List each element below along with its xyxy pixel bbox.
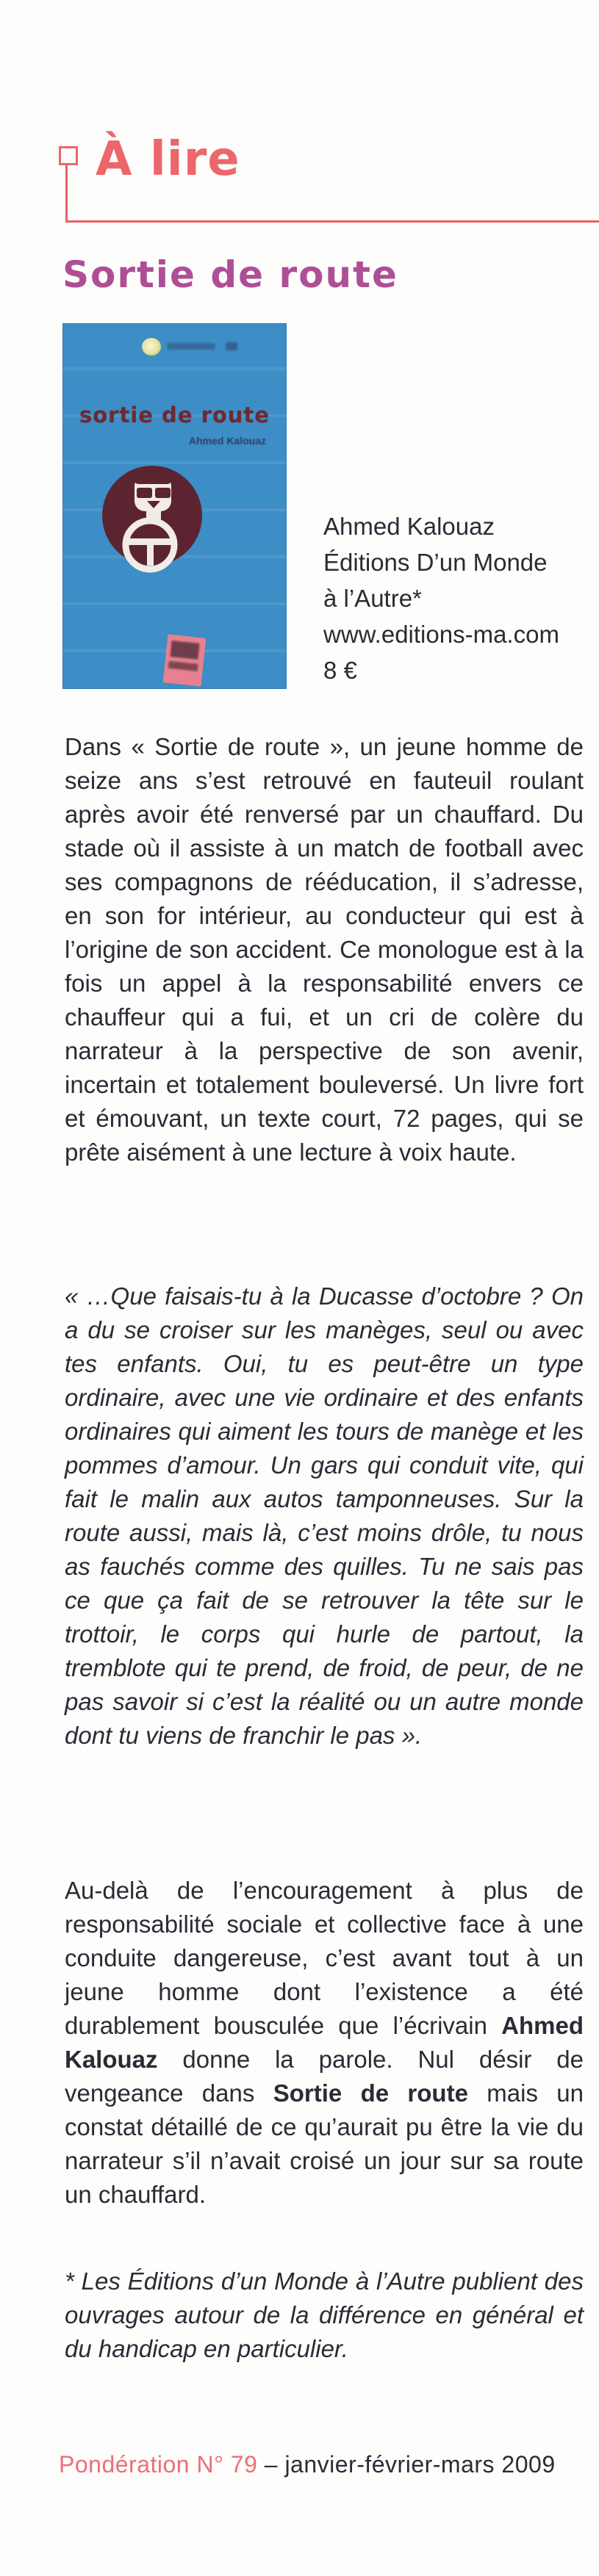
- figure-hair: [134, 476, 171, 484]
- book-details: [323, 508, 588, 688]
- sticker-mark: [168, 661, 198, 671]
- bold-text: Sortie de route: [273, 2079, 468, 2107]
- review-paragraph: Dans « Sortie de route », un jeune homme de seize ans s’est retrouvé en fauteuil roulant après avoir été renversé par un chauffard. Du stade où il assiste à un match de football avec ses compagnons de rééducation, il s’adresse, en son for intérieur, au conducteur qui est à l’origine de son accident. Ce monologue est à la fois un appel à la responsabilité envers ce chauffeur qui a fui, et un cri de colère du narrateur à la perspective de son avenir, incertain et totalement bouleversé. Un livre fort et émouvant, un texte court, 72 pages, qui se prête aisément à une lecture à voix haute.: [65, 733, 584, 1166]
- footer-issue-date: – janvier-février-mars 2009: [257, 2451, 556, 2478]
- detail-line: à l’Autre*: [323, 585, 422, 612]
- figure-glasses-right: [155, 488, 171, 498]
- driver-figure-illustration: [92, 455, 217, 580]
- article-title: Sortie de route: [62, 253, 398, 296]
- page-footer: [59, 2451, 556, 2478]
- section-bullet-box: [59, 146, 78, 165]
- cover-author: Ahmed Kalouaz: [188, 435, 266, 447]
- text: Au-delà de l’encouragement à plus de responsabilité sociale et collective face à une conduite dangereuse, c’est avant tout à un jeune homme dont l’existence a été durablement bousculée que l’écrivain: [65, 1877, 584, 2039]
- steering-wheel-spoke: [147, 542, 154, 566]
- publisher-logo-text: [167, 343, 215, 350]
- section-rule-vertical: [65, 163, 68, 222]
- detail-line: Éditions D’un Monde: [323, 549, 548, 576]
- closing-paragraph: [65, 1874, 584, 2212]
- cover-title: sortie de route: [79, 403, 270, 427]
- section-heading: À lire: [96, 132, 240, 187]
- book-quote-paragraph: « …Que faisais-tu à la Ducasse d’octobre ? On a du se croiser sur les manèges, seul ou avec tes enfants. Oui, tu es peut-être un type ordinaire, avec une vie ordinaire et des enfants ordinaires qui aiment les tours de manège et les pommes d’amour. Un gars qui conduit vite, qui fait le malin aux autos tamponneuses. Sur la route aussi, mais là, c’est moins drôle, tu nous as fauchés comme des quilles. Tu ne sais pas ce que ça fait de se retrouver la tête sur le trottoir, le corps qui hurle de partout, la tremblote qui te prend, de froid, de peur, de ne pas savoir si c’est la réalité ou un autre monde dont tu viens de franchir le pas ».: [65, 1282, 584, 1749]
- publisher-logo-icon: [142, 338, 161, 356]
- footnote: * Les Éditions d’un Monde à l’Autre publient des ouvrages autour de la différence en général et du handicap en particulier.: [65, 2267, 584, 2362]
- sticker-mark: [170, 641, 199, 660]
- text: mais un constat détaillé de ce qu’aurait pu être la vie du narrateur s’il n’avait croisé un jour sur sa route un chauffard.: [65, 2079, 584, 2208]
- section-rule-horizontal: [65, 220, 599, 223]
- bold-text: Ahmed Kalouaz: [65, 2012, 584, 2073]
- footer-journal-name: Pondération N° 79: [59, 2451, 258, 2478]
- detail-line: 8 €: [323, 657, 357, 684]
- cover-sticker: [163, 634, 207, 686]
- text: donne la parole. Nul désir de vengeance dans: [65, 2046, 584, 2107]
- figure-glasses-left: [137, 488, 152, 498]
- detail-line: Ahmed Kalouaz: [323, 513, 495, 540]
- publisher-logo-mark: [226, 342, 237, 350]
- detail-line: www.editions-ma.com: [323, 621, 559, 648]
- book-cover-image: [62, 323, 287, 689]
